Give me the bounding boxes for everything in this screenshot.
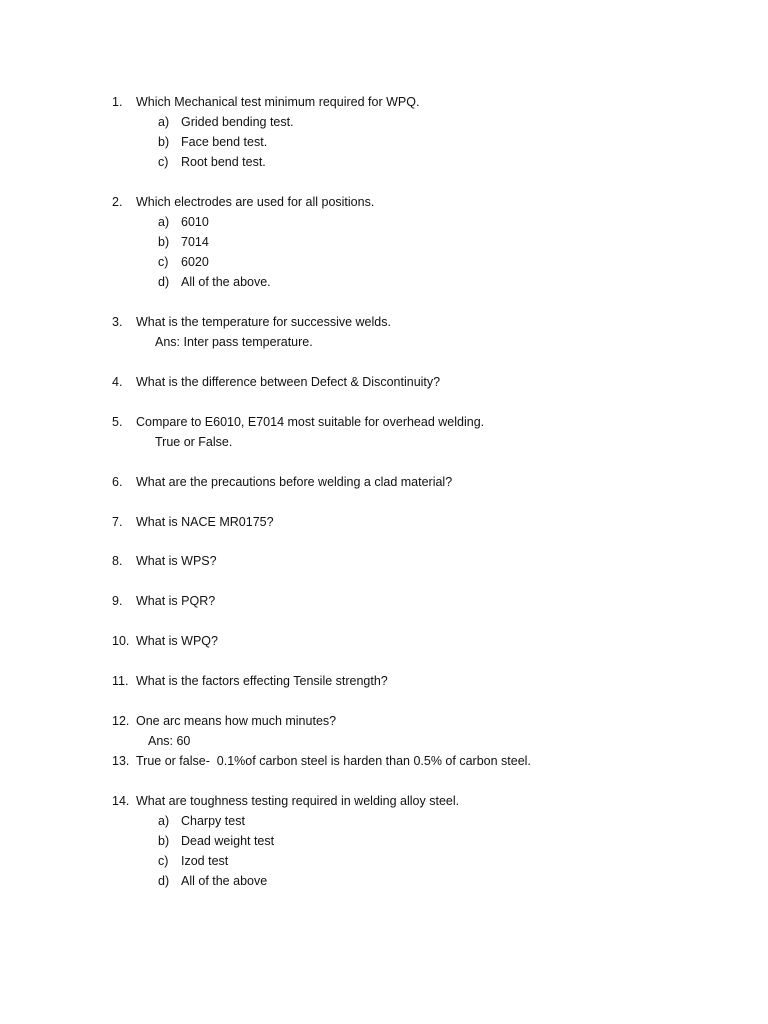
option-letter: b) [158,834,170,848]
question-number: 2. [112,195,123,209]
question-number: 3. [112,315,123,329]
question-number: 1. [112,95,123,109]
option-text: All of the above. [181,275,271,289]
question-number: 5. [112,415,123,429]
option-text: Grided bending test. [181,115,294,129]
question-number: 6. [112,475,123,489]
question-number: 10. [112,634,130,648]
option-letter: c) [158,854,169,868]
question-text: What is WPS? [136,554,217,568]
option-text: Charpy test [181,814,245,828]
option-text: 6020 [181,255,209,269]
option-letter: b) [158,135,170,149]
answer-text: Ans: 60 [148,734,191,748]
question-number: 12. [112,714,130,728]
question-number: 4. [112,375,123,389]
question-text: Compare to E6010, E7014 most suitable for overhead welding. [136,415,485,429]
question-number: 13. [112,754,130,768]
option-letter: a) [158,115,170,129]
question-text: What is the difference between Defect & Discontinuity? [136,375,441,389]
option-letter: a) [158,215,170,229]
option-text: Dead weight test [181,834,275,848]
question-text: What is the temperature for successive welds. [136,315,391,329]
question-text: Which Mechanical test minimum required for WPQ. [136,95,420,109]
option-text: 7014 [181,235,209,249]
question-number: 7. [112,515,123,529]
question-text: What are the precautions before welding a clad material? [136,475,453,489]
option-letter: c) [158,155,169,169]
question-number: 14. [112,794,130,808]
question-text: What is WPQ? [136,634,218,648]
question-text: Which electrodes are used for all positions. [136,195,375,209]
option-letter: d) [158,874,170,888]
answer-text: Ans: Inter pass temperature. [155,335,313,349]
option-text: Root bend test. [181,155,266,169]
answer-text: True or False. [155,435,233,449]
option-letter: c) [158,255,169,269]
option-text: Izod test [181,854,229,868]
question-text: What is the factors effecting Tensile strength? [136,674,388,688]
option-letter: b) [158,235,170,249]
option-letter: d) [158,275,170,289]
question-text: What is PQR? [136,594,216,608]
option-text: Face bend test. [181,135,268,149]
question-text: True or false- 0.1%of carbon steel is harden than 0.5% of carbon steel. [136,754,531,768]
question-number: 8. [112,554,123,568]
option-letter: a) [158,814,170,828]
option-text: 6010 [181,215,209,229]
question-number: 9. [112,594,123,608]
question-number: 11. [112,674,129,688]
question-text: What is NACE MR0175? [136,515,274,529]
option-text: All of the above [181,874,268,888]
question-text: One arc means how much minutes? [136,714,337,728]
question-text: What are toughness testing required in welding alloy steel. [136,794,460,808]
